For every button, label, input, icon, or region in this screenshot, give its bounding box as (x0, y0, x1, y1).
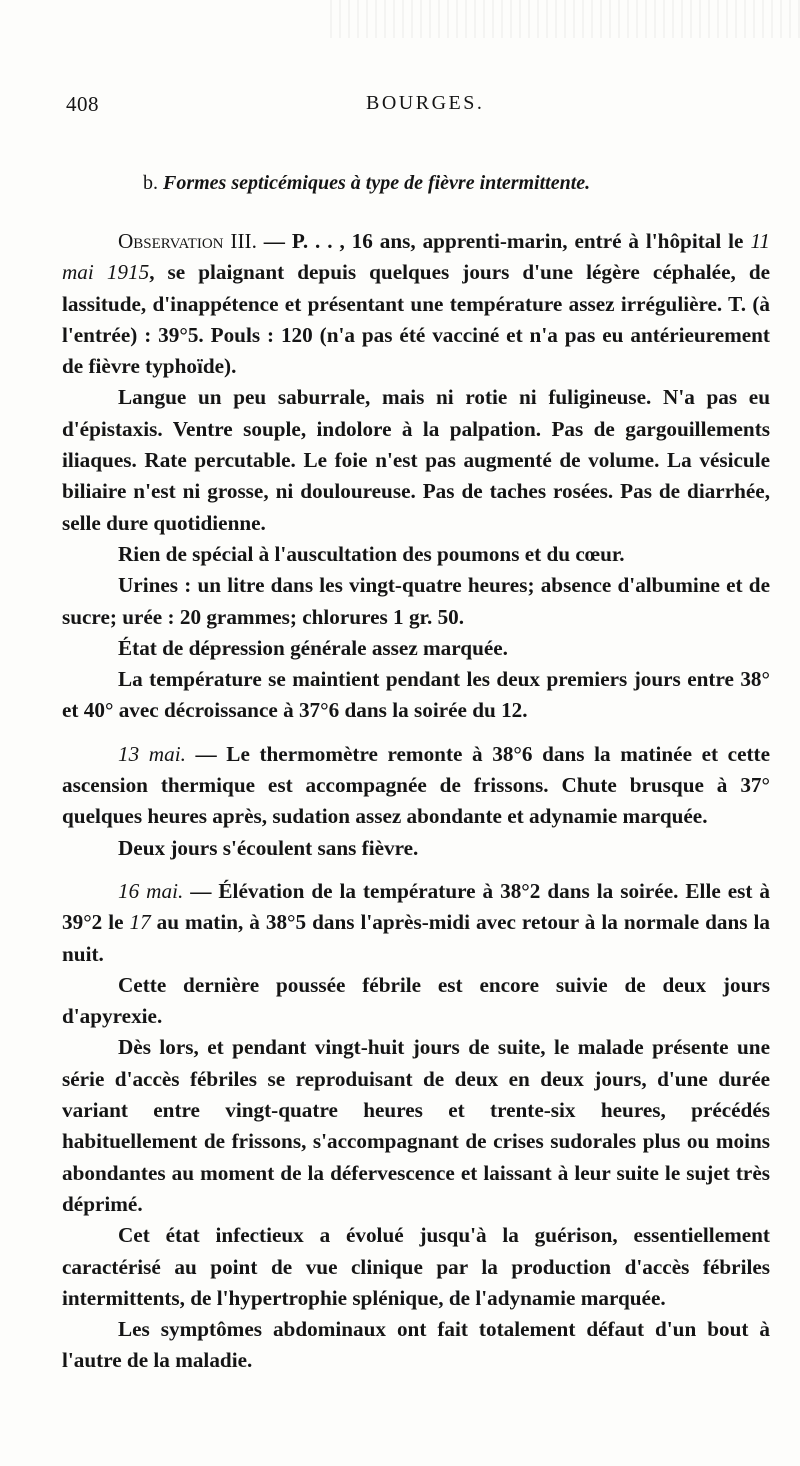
section-heading (143, 172, 590, 195)
paragraph: État de dépression générale assez marquée. (118, 635, 508, 660)
paragraph-observation (62, 226, 770, 382)
entry-date: 17 (129, 910, 151, 935)
running-title: BOURGES. (366, 92, 485, 114)
paragraph: Deux jours s'écoulent sans fièvre. (118, 835, 419, 860)
section-letter: b. (143, 172, 158, 194)
paragraph: La température se maintient pendant les deux premiers jours entre 38° et 40° avec décroissance à 37°6 dans la soirée du 12. (62, 667, 770, 723)
paragraph: Cet état infectieux a évolué jusqu'à la guérison, essentiellement caractérisé au point de vue clinique par la production d'accès fébriles intermittents, de l'hypertrophie splénique, de l'adynamie marquée. (62, 1223, 770, 1310)
paragraph: Dès lors, et pendant vingt-huit jours de suite, le malade présente une série d'accès fébriles se reproduisant de deux en deux jours, d'une durée variant entre vingt-quatre heures et trente-six heures, précédés habituellement de frissons, s'accompagnant de crises sudorales plus ou moins abondantes au moment de la défervescence et laissant à leur suite le sujet très déprimé. (62, 1035, 770, 1216)
scan-noise (330, 0, 800, 38)
observation-label: Observation III. (118, 229, 257, 253)
paragraph-16-mai (62, 876, 770, 970)
paragraph: Les symptômes abdominaux ont fait totalement défaut d'un bout à l'autre de la maladie. (62, 1317, 770, 1373)
paragraph-text: , se plaignant depuis quelques jours d'une légère céphalée, de lassitude, d'inappétence et présentant une température assez irrégulière. T. (à l'entrée) : 39°5. Pouls : 120 (n'a pas été vacciné et n'a pas eu antérieurement de fièvre typhoïde). (62, 260, 771, 379)
entry-date: 13 mai. (118, 741, 186, 766)
paragraph-text: au matin, à 38°5 dans l'après-midi avec retour à la normale dans la nuit. (62, 910, 770, 966)
paragraph: Cette dernière poussée fébrile est encore suivie de deux jours d'apyrexie. (62, 972, 770, 1029)
paragraph-text: — Élévation de la température à 38°2 dans la soirée. Elle est à 39°2 le (62, 878, 771, 935)
page-number: 408 (66, 92, 99, 116)
body-text (62, 226, 770, 1377)
paragraph: Rien de spécial à l'auscultation des poumons et du cœur. (118, 541, 625, 566)
paragraph-text: — Le thermomètre remonte à 38°6 dans la matinée et cette ascension thermique est accompagnée de frissons. Chute brusque à 37° quelques heures après, sudation assez abondante et adynamie marquée. (62, 741, 771, 829)
section-title: Formes septicémiques à type de fièvre intermittente. (163, 172, 591, 194)
paragraph-text: — P. . . , 16 ans, apprenti-marin, entré à l'hôpital le (256, 229, 751, 253)
entry-date: 16 mai. (118, 878, 184, 903)
page-header (66, 92, 766, 122)
paragraph: Urines : un litre dans les vingt-quatre heures; absence d'albumine et de sucre; urée : 20 grammes; chlorures 1 gr. 50. (62, 573, 770, 629)
admission-date: 11 mai 1915 (62, 229, 770, 285)
paragraph: Langue un peu saburrale, mais ni rotie ni fuligineuse. N'a pas eu d'épistaxis. Ventre souple, indolore à la palpation. Pas de gargouillements iliaques. Rate percutable. Le foie n'est pas augmenté de volume. La vésicule biliaire n'est ni grosse, ni douloureuse. Pas de taches rosées. Pas de diarrhée, selle dure quotidienne. (62, 385, 770, 535)
paragraph-13-mai (62, 739, 770, 833)
